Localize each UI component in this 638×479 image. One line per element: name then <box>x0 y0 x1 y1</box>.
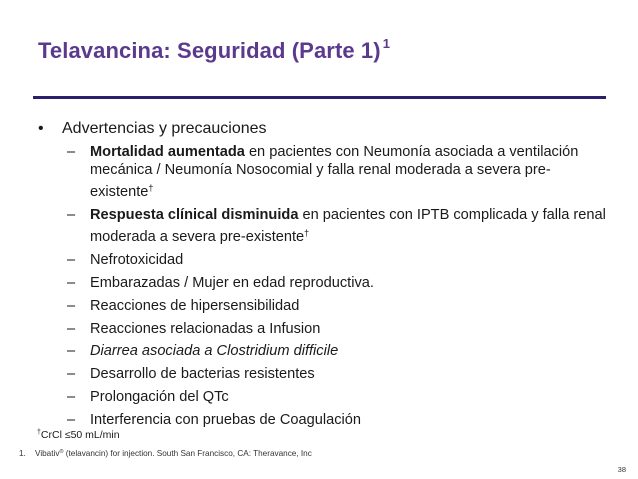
sub-item-mortalidad <box>67 143 607 202</box>
sub-item-text: Reacciones de hipersensibilidad <box>90 297 300 314</box>
sub-item-bold: Respuesta clínical disminuida <box>90 207 299 224</box>
reference-text: (telavancin) for injection. South San Francisco, CA: Theravance, Inc <box>63 449 312 458</box>
sub-item-text: Prolongación del QTc <box>90 388 229 405</box>
sub-item-text: Desarrollo de bacterias resistentes <box>90 366 315 383</box>
footnote <box>37 429 120 441</box>
sub-item-text: Nefrotoxicidad <box>90 252 184 269</box>
sub-item-qtc <box>67 388 607 406</box>
sub-item-hipersensibilidad <box>67 297 607 315</box>
main-bullet-text: Advertencias y precauciones <box>62 120 267 137</box>
sub-item-respuesta <box>67 206 607 246</box>
dash-marker: – <box>67 411 76 428</box>
dash-marker: – <box>67 252 76 269</box>
dash-marker: – <box>67 388 76 405</box>
bullet-marker: • <box>38 120 44 137</box>
sub-item-bold: Mortalidad aumentada <box>90 144 245 160</box>
reference-number: 1. <box>19 449 26 458</box>
sub-item-text: en pacientes con IPTB complicada y falla renal moderada a severa pre-existente <box>90 207 606 246</box>
reference-brand: Vibativ <box>35 449 60 458</box>
slide-title <box>38 36 390 64</box>
dash-marker: – <box>67 144 76 160</box>
sub-item-embarazadas <box>67 274 607 292</box>
sub-item-text: Reacciones relacionadas a Infusion <box>90 320 321 337</box>
dash-marker: – <box>67 320 76 337</box>
dagger-ref: † <box>304 228 310 239</box>
dash-marker: – <box>67 297 76 314</box>
page-number: 38 <box>617 465 626 474</box>
sub-item-infusion <box>67 320 607 338</box>
dash-marker: – <box>67 207 76 224</box>
reference <box>19 449 312 458</box>
main-bullet <box>38 119 267 139</box>
footnote-symbol: † <box>37 429 41 436</box>
sub-item-diarrea <box>67 342 607 360</box>
dash-marker: – <box>67 366 76 383</box>
sub-bullet-list <box>67 143 607 434</box>
sub-item-italic: Diarrea asociada a Clostridium difficile <box>90 343 339 360</box>
dagger-ref: † <box>148 183 154 194</box>
sub-item-resistencia <box>67 365 607 383</box>
dash-marker: – <box>67 343 76 360</box>
sub-item-text: Embarazadas / Mujer en edad reproductiva. <box>90 275 374 291</box>
sub-item-text: en pacientes con Neumonía asociada a ventilación mecánica / Neumonía Nosocomial y falla renal moderada a severa pre-existente <box>90 144 579 201</box>
registered-mark: ® <box>59 449 64 455</box>
sub-item-nefrotoxicidad <box>67 251 607 269</box>
sub-item-text: Interferencia con pruebas de Coagulación <box>90 411 361 428</box>
dash-marker: – <box>67 275 76 291</box>
title-footnote-ref: 1 <box>382 36 391 51</box>
title-divider <box>33 96 606 99</box>
slide-title-text: Telavancina: Seguridad (Parte 1) <box>38 38 381 63</box>
footnote-text: CrCl ≤50 mL/min <box>40 429 120 441</box>
sub-item-coagulacion <box>67 411 607 429</box>
